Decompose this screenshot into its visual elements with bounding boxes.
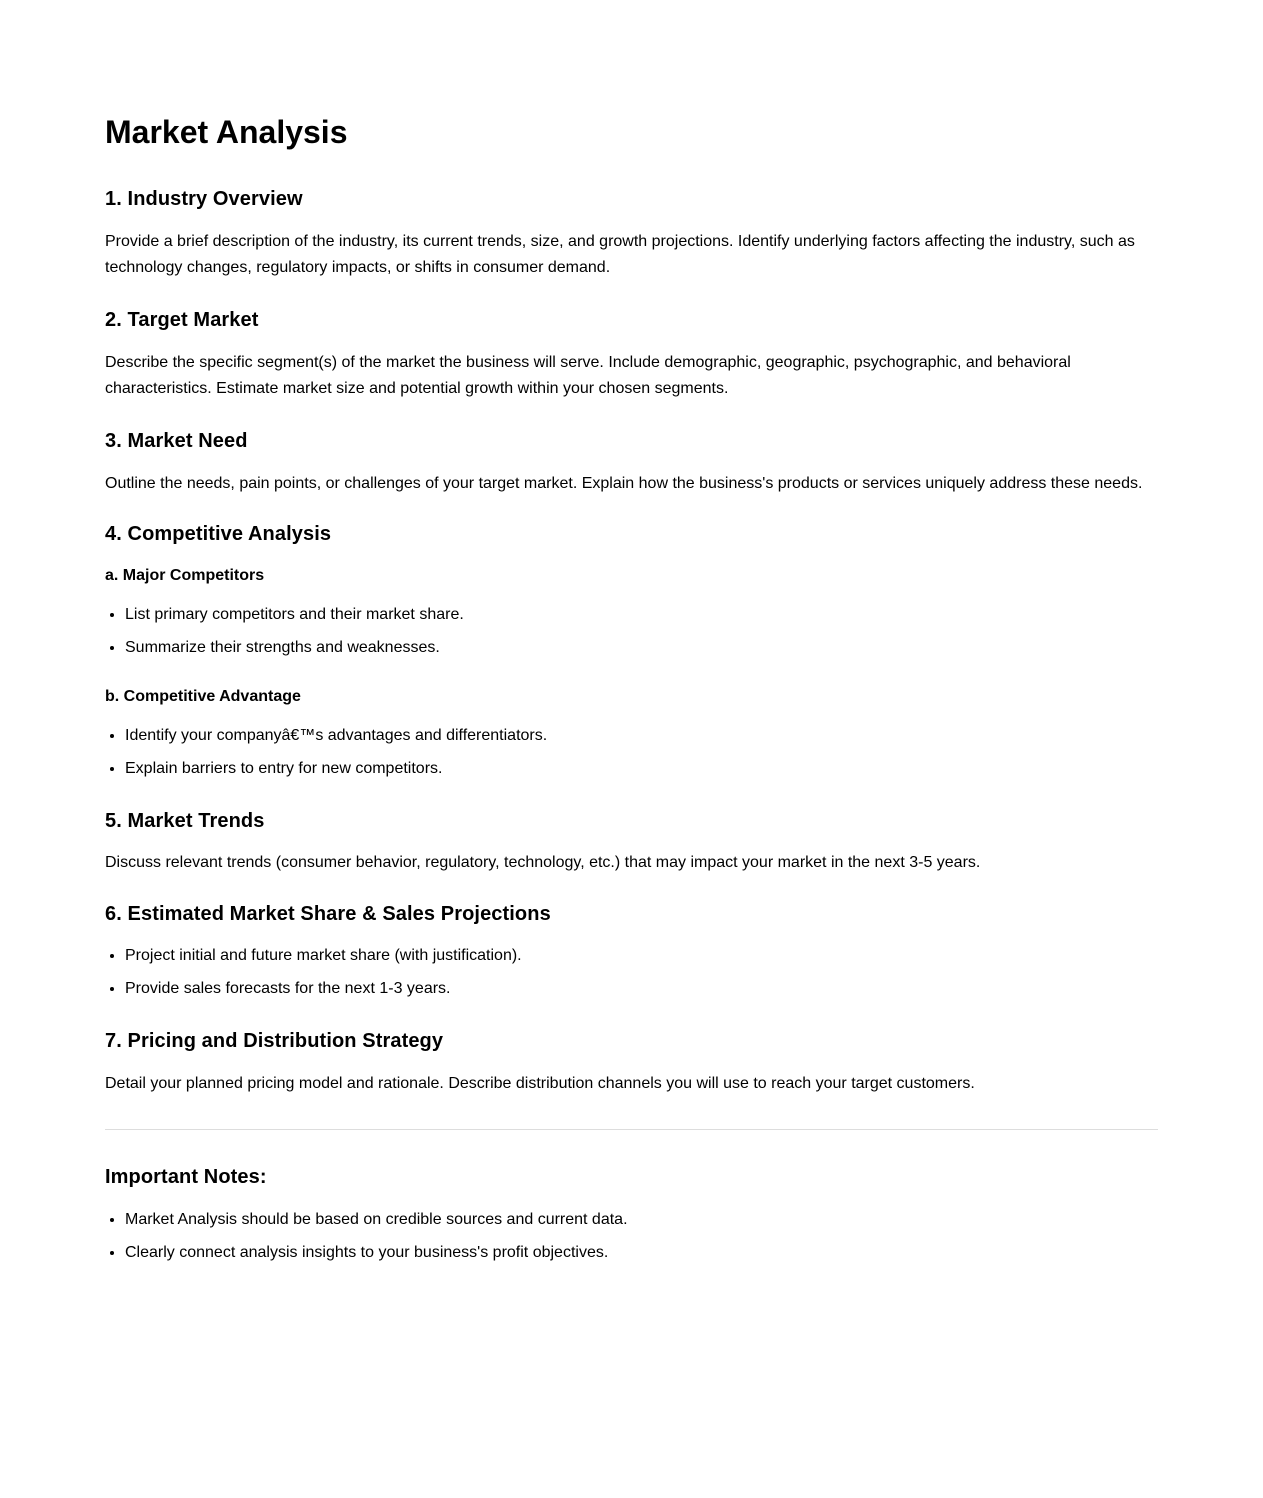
list-item: • Clearly connect analysis insights to your business's profit objectives.	[125, 1243, 1158, 1263]
section-heading: 6. Estimated Market Share & Sales Projections	[105, 903, 551, 925]
section-target-market	[105, 308, 1158, 401]
list-item: • Provide sales forecasts for the next 1-3 years.	[125, 979, 1158, 999]
section-heading: 5. Market Trends	[105, 809, 265, 832]
section-industry-overview	[105, 187, 1158, 280]
section-text: Discuss relevant trends (consumer behavior, regulatory, technology, etc.) that may impact your market in the next 3-5 years.	[105, 853, 981, 871]
section-heading: 7. Pricing and Distribution Strategy	[105, 1030, 444, 1052]
section-important-notes	[105, 1165, 1158, 1263]
section-text: Describe the specific segment(s) of the market the business will serve. Include demographic, geographic, psychographic, and behavioral characteristics. Estimate market size and potential growth within your chosen segments.	[105, 354, 1071, 397]
subsection-heading: b. Competitive Advantage	[105, 687, 301, 705]
section-heading: Important Notes:	[105, 1165, 267, 1188]
section-market-trends	[105, 809, 1158, 876]
list-item: • Project initial and future market share (with justification).	[125, 946, 1158, 966]
subsection-heading: a. Major Competitors	[105, 566, 265, 584]
section-pricing-distribution	[105, 1029, 1158, 1097]
list-item: • Identify your companyâ€™s advantages and differentiators.	[125, 726, 1158, 746]
page-title: Market Analysis	[105, 114, 348, 150]
section-text: Detail your planned pricing model and rationale. Describe distribution channels you will use to reach your target customers.	[105, 1075, 975, 1092]
list-item: • Market Analysis should be based on credible sources and current data.	[125, 1210, 1158, 1230]
bullet-list	[105, 946, 1158, 999]
section-market-need	[105, 429, 1158, 497]
section-competitive-analysis	[105, 522, 1158, 779]
bullet-list	[105, 605, 1158, 658]
section-heading: 2. Target Market	[105, 309, 259, 331]
list-item: • Explain barriers to entry for new competitors.	[125, 759, 1158, 779]
section-text: Provide a brief description of the industry, its current trends, size, and growth projections. Identify underlying factors affecting the industry, such as technology changes, regulatory impacts, or shifts in consumer demand.	[105, 233, 1135, 276]
section-text: Outline the needs, pain points, or challenges of your target market. Explain how the business's products or services uniquely address these needs.	[105, 475, 1143, 492]
list-item: • List primary competitors and their market share.	[125, 605, 1158, 625]
bullet-list	[105, 1210, 1158, 1263]
section-heading: 3. Market Need	[105, 430, 248, 452]
section-heading: 1. Industry Overview	[105, 188, 303, 210]
section-heading: 4. Competitive Analysis	[105, 522, 332, 545]
list-item: • Summarize their strengths and weaknesses.	[125, 638, 1158, 658]
section-market-share	[105, 902, 1158, 999]
bullet-list	[105, 726, 1158, 779]
